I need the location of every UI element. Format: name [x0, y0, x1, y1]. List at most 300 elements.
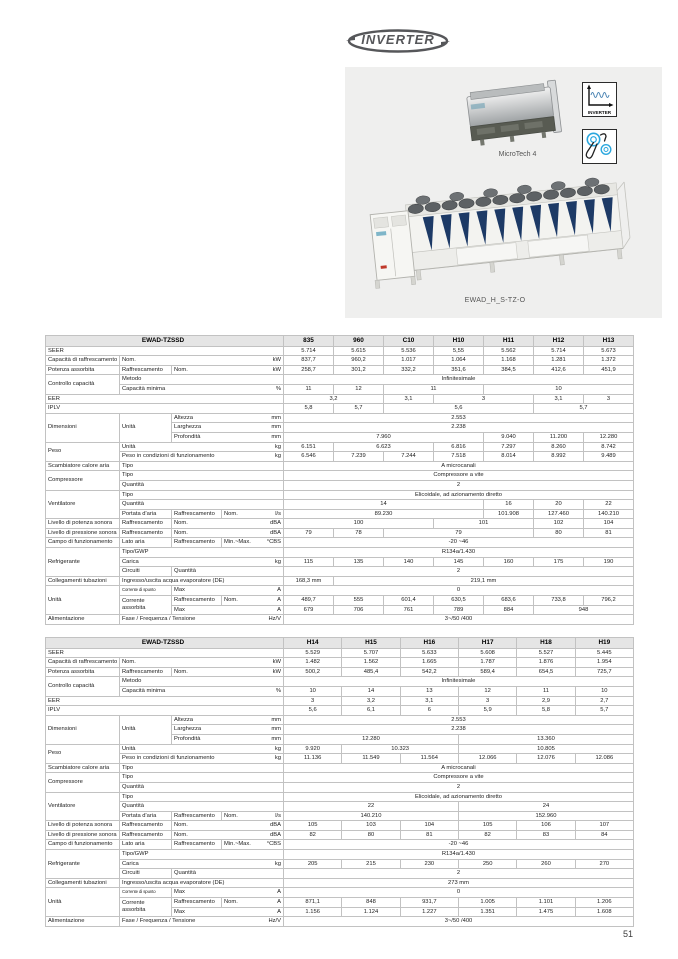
microtech-controller-image: [455, 77, 580, 149]
row-label: Ingresso/uscita acqua evaporatore (DE): [120, 576, 284, 586]
value-cell: 1.101: [517, 898, 575, 908]
unit-label: %: [275, 385, 281, 392]
unit-label: kg: [274, 453, 281, 460]
value-cell: 725,7: [575, 667, 633, 677]
value-cell: 140.210: [284, 811, 459, 821]
value-cell: 351,6: [434, 365, 484, 375]
unit-label: kW: [272, 668, 281, 675]
row-label: Corrente di spunto: [120, 586, 172, 596]
value-cell: 871,1: [284, 898, 342, 908]
row-label: Unità kg: [120, 442, 284, 452]
value-cell: 1.064: [434, 356, 484, 366]
value-cell: 5,7: [575, 706, 633, 716]
row-label: Portata d'aria: [120, 811, 172, 821]
value-cell: 1.156: [284, 907, 342, 917]
value-cell: 135: [334, 557, 384, 567]
row-label: Raffrescamento: [120, 667, 172, 677]
model-label: EWAD-TZSSD: [46, 336, 284, 347]
row-label: Raffrescamento: [172, 898, 222, 908]
value-cell: 6.816: [434, 442, 484, 452]
value-cell: 2: [284, 567, 634, 577]
value-cell: A microcanali: [284, 461, 634, 471]
unit-label: kW: [272, 357, 281, 364]
value-cell: 11.200: [534, 432, 584, 442]
row-label: Compressore: [46, 471, 120, 490]
value-cell: 3,2: [342, 696, 400, 706]
unit-label: mm: [271, 433, 281, 440]
row-label: Carica kg: [120, 557, 284, 567]
row-label: Unità: [120, 715, 172, 744]
value-cell: 301,2: [334, 365, 384, 375]
unit-label: A: [277, 587, 281, 594]
unit-label: A: [277, 597, 281, 604]
value-cell: 10: [575, 686, 633, 696]
value-cell: 84: [575, 830, 633, 840]
value-cell: 78: [334, 528, 384, 538]
value-cell: 3,2: [284, 394, 384, 404]
row-label: Tipo: [120, 471, 284, 481]
row-label: Unità: [120, 413, 172, 442]
value-cell: 848: [342, 898, 400, 908]
value-cell: 706: [334, 605, 384, 615]
value-cell: 12: [334, 384, 384, 394]
value-cell: 10.805: [458, 744, 633, 754]
value-cell: 2.553: [284, 413, 634, 423]
row-label: Livello di potenza sonora: [46, 519, 120, 529]
value-cell: 884: [484, 605, 534, 615]
value-cell: Elicoidale, ad azionamento diretto: [284, 792, 634, 802]
unit-label: dBA: [270, 822, 281, 829]
unit-label: l/s: [275, 812, 281, 819]
value-cell: 7.518: [434, 452, 484, 462]
value-cell: 5.714: [284, 346, 334, 356]
value-cell: 102: [534, 519, 584, 529]
unit-label: kW: [272, 366, 281, 373]
value-cell: 258,7: [284, 365, 334, 375]
chiller-unit-image: [367, 165, 637, 297]
value-cell: 79: [284, 528, 334, 538]
value-cell: 8.014: [484, 452, 534, 462]
unit-label: mm: [271, 716, 281, 723]
row-label: Raffrescamento: [120, 528, 172, 538]
value-cell: 489,7: [284, 596, 334, 606]
column-header: 835: [284, 336, 334, 347]
row-label: Peso: [46, 744, 120, 763]
row-label: Quantità: [172, 869, 284, 879]
value-cell: 837,7: [284, 356, 334, 366]
value-cell: 542,2: [400, 667, 458, 677]
value-cell: 5,6: [284, 706, 342, 716]
value-cell: 1.787: [458, 658, 516, 668]
value-cell: 1.005: [458, 898, 516, 908]
row-label: Unità kg: [120, 744, 284, 754]
unit-label: l/s: [275, 510, 281, 517]
value-cell: 761: [384, 605, 434, 615]
row-label: Raffrescamento: [120, 365, 172, 375]
value-cell: 205: [284, 859, 342, 869]
value-cell: 12.280: [584, 432, 634, 442]
value-cell: 12.280: [284, 734, 459, 744]
value-cell: 14: [284, 500, 484, 510]
row-label: Livello di pressione sonora: [46, 528, 120, 538]
row-label: Raffrescamento: [172, 840, 222, 850]
value-cell: 270: [575, 859, 633, 869]
value-cell: 230: [400, 859, 458, 869]
microtech-caption: MicroTech 4: [498, 151, 537, 158]
chiller-caption: EWAD_H_S-TZ-O: [464, 297, 526, 304]
spec-table-h14-h19: [45, 637, 634, 927]
row-label: Nom. l/s: [222, 811, 284, 821]
value-cell: 3,1: [384, 394, 434, 404]
row-label: Fase / Frequenza / Tensione Hz/V: [120, 615, 284, 625]
value-cell: 2: [284, 869, 634, 879]
value-cell: 1.372: [584, 356, 634, 366]
value-cell: Infinitesimale: [284, 677, 634, 687]
row-label: Corrente assorbita: [120, 898, 172, 917]
row-label: Nom. kW: [120, 658, 284, 668]
value-cell: 83: [517, 830, 575, 840]
value-cell: 3: [584, 394, 634, 404]
unit-label: kg: [274, 558, 281, 565]
unit-label: kg: [274, 745, 281, 752]
value-cell: 1.954: [575, 658, 633, 668]
model-label: EWAD-TZSSD: [46, 638, 284, 649]
value-cell: 5,8: [284, 404, 334, 414]
value-cell: 2: [284, 782, 634, 792]
value-cell: 14: [342, 686, 400, 696]
value-cell: 5.527: [517, 648, 575, 658]
row-label: Livello di pressione sonora: [46, 830, 120, 840]
column-header: H19: [575, 638, 633, 649]
value-cell: 10.323: [342, 744, 459, 754]
row-label: Campo di funzionamento: [46, 840, 120, 850]
unit-label: kg: [274, 443, 281, 450]
row-label: Min.~Max. °CBS: [222, 840, 284, 850]
row-label: Lato aria: [120, 840, 172, 850]
value-cell: 3: [458, 696, 516, 706]
value-cell: 81: [584, 528, 634, 538]
row-label: Raffrescamento: [172, 538, 222, 548]
value-cell: 6.151: [284, 442, 334, 452]
row-label: Nom. dBA: [172, 519, 284, 529]
value-cell: 2.553: [284, 715, 634, 725]
row-label: Potenza assorbita: [46, 365, 120, 375]
page-number: 51: [622, 929, 633, 939]
value-cell: 81: [400, 830, 458, 840]
value-cell: 5,9: [458, 706, 516, 716]
value-cell: 5,6: [384, 404, 534, 414]
row-label: Scambiatore calore aria: [46, 763, 120, 773]
row-label: Quantità: [120, 782, 284, 792]
row-label: Controllo capacità: [46, 677, 120, 696]
row-label: Tipo/GWP: [120, 850, 284, 860]
value-cell: 2,7: [575, 696, 633, 706]
value-cell: 106: [517, 821, 575, 831]
value-cell: R134a/1.430: [284, 548, 634, 558]
row-label: Tipo: [120, 461, 284, 471]
value-cell: 3~/50 /400: [284, 917, 634, 927]
unit-label: dBA: [270, 529, 281, 536]
value-cell: 6,1: [342, 706, 400, 716]
row-label: Portata d'aria: [120, 509, 172, 519]
value-cell: 683,6: [484, 596, 534, 606]
value-cell: 152.960: [458, 811, 633, 821]
row-label: Alimentazione: [46, 615, 120, 625]
row-label: Quantità: [120, 480, 284, 490]
row-label: Nom. kW: [172, 365, 284, 375]
row-label: Scambiatore calore aria: [46, 461, 120, 471]
value-cell: 1.608: [575, 907, 633, 917]
column-header: C10: [384, 336, 434, 347]
row-label: Metodo: [120, 677, 284, 687]
row-label: Campo di funzionamento: [46, 538, 120, 548]
value-cell: 1.017: [384, 356, 434, 366]
row-label: Unità: [46, 586, 120, 615]
value-cell: 960,2: [334, 356, 384, 366]
row-label: Quantità: [172, 567, 284, 577]
value-cell: 145: [434, 557, 484, 567]
value-cell: 1.168: [484, 356, 534, 366]
value-cell: 80: [534, 528, 584, 538]
unit-label: dBA: [270, 520, 281, 527]
value-cell: 1.876: [517, 658, 575, 668]
row-label: Compressore: [46, 773, 120, 792]
row-label: Tipo: [120, 773, 284, 783]
value-cell: 0: [284, 586, 634, 596]
row-label: Larghezza mm: [172, 725, 284, 735]
row-label: Dimensioni: [46, 715, 120, 744]
value-cell: 7.960: [284, 432, 484, 442]
row-label: Raffrescamento: [120, 821, 172, 831]
value-cell: 3~/50 /400: [284, 615, 634, 625]
value-cell: 2: [284, 480, 634, 490]
row-label: Nom. A: [222, 898, 284, 908]
value-cell: 2.238: [284, 423, 634, 433]
value-cell: 9.040: [484, 432, 534, 442]
column-header: H10: [434, 336, 484, 347]
value-cell: 104: [584, 519, 634, 529]
row-label: Collegamenti tubazioni: [46, 576, 120, 586]
value-cell: 12: [458, 686, 516, 696]
value-cell: 1.475: [517, 907, 575, 917]
spec-table-835-h13: [45, 335, 634, 625]
unit-label: mm: [271, 414, 281, 421]
row-label: Quantità: [120, 802, 284, 812]
value-cell: 589,4: [458, 667, 516, 677]
row-label: Raffrescamento: [120, 519, 172, 529]
value-cell: 5,7: [534, 404, 634, 414]
row-label: Profondità mm: [172, 734, 284, 744]
value-cell: 796,2: [584, 596, 634, 606]
row-label: Ingresso/uscita acqua evaporatore (DE): [120, 878, 284, 888]
value-cell: 11.564: [400, 754, 458, 764]
column-header: H12: [534, 336, 584, 347]
unit-label: kg: [274, 860, 281, 867]
value-cell: 140.210: [584, 509, 634, 519]
row-label: Tipo: [120, 763, 284, 773]
row-label: Collegamenti tubazioni: [46, 878, 120, 888]
unit-label: %: [275, 687, 281, 694]
value-cell: -20 ~46: [284, 538, 634, 548]
value-cell: 20: [534, 500, 584, 510]
row-label: Nom. kW: [120, 356, 284, 366]
inverter-logo-text: INVERTER: [361, 32, 435, 47]
row-label: Refrigerante: [46, 548, 120, 577]
value-cell: 2,9: [517, 696, 575, 706]
row-label: Fase / Frequenza / Tensione Hz/V: [120, 917, 284, 927]
value-cell: 5.562: [484, 346, 534, 356]
value-cell: 190: [584, 557, 634, 567]
row-label: Nom. dBA: [172, 528, 284, 538]
value-cell: 219,1 mm: [334, 576, 634, 586]
unit-label: Hz/V: [268, 918, 281, 925]
value-cell: 168,3 mm: [284, 576, 334, 586]
row-label: EER: [46, 696, 284, 706]
value-cell: 101: [434, 519, 534, 529]
value-cell: 82: [284, 830, 342, 840]
column-header: H13: [584, 336, 634, 347]
unit-label: mm: [271, 424, 281, 431]
value-cell: 6.623: [334, 442, 434, 452]
value-cell: R134a/1.430: [284, 850, 634, 860]
unit-label: °CBS: [266, 841, 281, 848]
row-label: Nom. l/s: [222, 509, 284, 519]
value-cell: 104: [400, 821, 458, 831]
row-label: Controllo capacità: [46, 375, 120, 394]
value-cell: 10: [284, 686, 342, 696]
spec-table: [45, 335, 634, 625]
row-label: Livello di potenza sonora: [46, 821, 120, 831]
unit-label: kW: [272, 659, 281, 666]
value-cell: -20 ~46: [284, 840, 634, 850]
row-label: Raffrescamento: [172, 509, 222, 519]
value-cell: 0: [284, 888, 634, 898]
row-label: Max A: [172, 888, 284, 898]
value-cell: 931,7: [400, 898, 458, 908]
value-cell: 1.665: [400, 658, 458, 668]
row-label: Raffrescamento: [172, 596, 222, 606]
value-cell: 13: [400, 686, 458, 696]
value-cell: 5.529: [284, 648, 342, 658]
value-cell: Compressore a vite: [284, 471, 634, 481]
value-cell: 22: [584, 500, 634, 510]
value-cell: 3: [284, 696, 342, 706]
row-label: Nom. A: [222, 596, 284, 606]
row-label: Profondità mm: [172, 432, 284, 442]
value-cell: 13.360: [458, 734, 633, 744]
value-cell: 273 mm: [284, 878, 634, 888]
value-cell: 12.086: [575, 754, 633, 764]
value-cell: 5.714: [534, 346, 584, 356]
value-cell: 79: [384, 528, 534, 538]
value-cell: 5.445: [575, 648, 633, 658]
value-cell: 1.281: [534, 356, 584, 366]
value-cell: 11: [384, 384, 484, 394]
value-cell: 100: [284, 519, 434, 529]
row-label: Peso: [46, 442, 120, 461]
value-cell: 5,55: [434, 346, 484, 356]
row-label: Tipo/GWP: [120, 548, 284, 558]
row-label: Max A: [172, 907, 284, 917]
column-header: H16: [400, 638, 458, 649]
value-cell: A microcanali: [284, 763, 634, 773]
value-cell: 9.920: [284, 744, 342, 754]
row-label: Min.~Max. °CBS: [222, 538, 284, 548]
value-cell: 140: [384, 557, 434, 567]
row-label: Dimensioni: [46, 413, 120, 442]
unit-label: A: [277, 908, 281, 915]
value-cell: 2.238: [284, 725, 634, 735]
value-cell: 8.992: [534, 452, 584, 462]
column-header: H14: [284, 638, 342, 649]
value-cell: 1.227: [400, 907, 458, 917]
value-cell: 250: [458, 859, 516, 869]
row-label: Tipo: [120, 792, 284, 802]
value-cell: 11.549: [342, 754, 400, 764]
unit-label: A: [277, 889, 281, 896]
unit-label: A: [277, 899, 281, 906]
value-cell: 11.136: [284, 754, 342, 764]
value-cell: 3: [434, 394, 534, 404]
value-cell: 215: [342, 859, 400, 869]
row-label: Peso in condizioni di funzionamento kg: [120, 754, 284, 764]
value-cell: 82: [458, 830, 516, 840]
value-cell: 1.124: [342, 907, 400, 917]
row-label: Ventilatore: [46, 490, 120, 519]
value-cell: 5.673: [584, 346, 634, 356]
value-cell: 451,9: [584, 365, 634, 375]
row-label: Alimentazione: [46, 917, 120, 927]
inverter-badge-label: INVERTER: [587, 110, 612, 115]
unit-label: Hz/V: [268, 616, 281, 623]
unit-label: mm: [271, 735, 281, 742]
product-gallery-panel: [345, 67, 662, 318]
value-cell: 5.608: [458, 648, 516, 658]
row-label: Carica kg: [120, 859, 284, 869]
row-label: Nom. dBA: [172, 830, 284, 840]
value-cell: 3,1: [400, 696, 458, 706]
value-cell: Infinitesimale: [284, 375, 634, 385]
value-cell: 5,8: [517, 706, 575, 716]
value-cell: 7.244: [384, 452, 434, 462]
row-label: SEER: [46, 346, 284, 356]
row-label: Metodo: [120, 375, 284, 385]
value-cell: 115: [284, 557, 334, 567]
value-cell: 6: [400, 706, 458, 716]
value-cell: 1.206: [575, 898, 633, 908]
column-header: H18: [517, 638, 575, 649]
row-label: Larghezza mm: [172, 423, 284, 433]
value-cell: 127.460: [534, 509, 584, 519]
row-label: Capacità minima %: [120, 384, 284, 394]
row-label: IPLV: [46, 706, 284, 716]
value-cell: 80: [342, 830, 400, 840]
value-cell: 733,8: [534, 596, 584, 606]
value-cell: 160: [484, 557, 534, 567]
value-cell: 22: [284, 802, 459, 812]
value-cell: 24: [458, 802, 633, 812]
value-cell: 5.536: [384, 346, 434, 356]
row-label: Refrigerante: [46, 850, 120, 879]
inverter-chart-icon: [582, 82, 617, 117]
value-cell: 175: [534, 557, 584, 567]
value-cell: 1.562: [342, 658, 400, 668]
value-cell: 8.260: [534, 442, 584, 452]
row-label: Quantità: [120, 500, 284, 510]
row-label: Lato aria: [120, 538, 172, 548]
row-label: Raffrescamento: [120, 830, 172, 840]
row-label: Capacità di raffrescamento: [46, 356, 120, 366]
